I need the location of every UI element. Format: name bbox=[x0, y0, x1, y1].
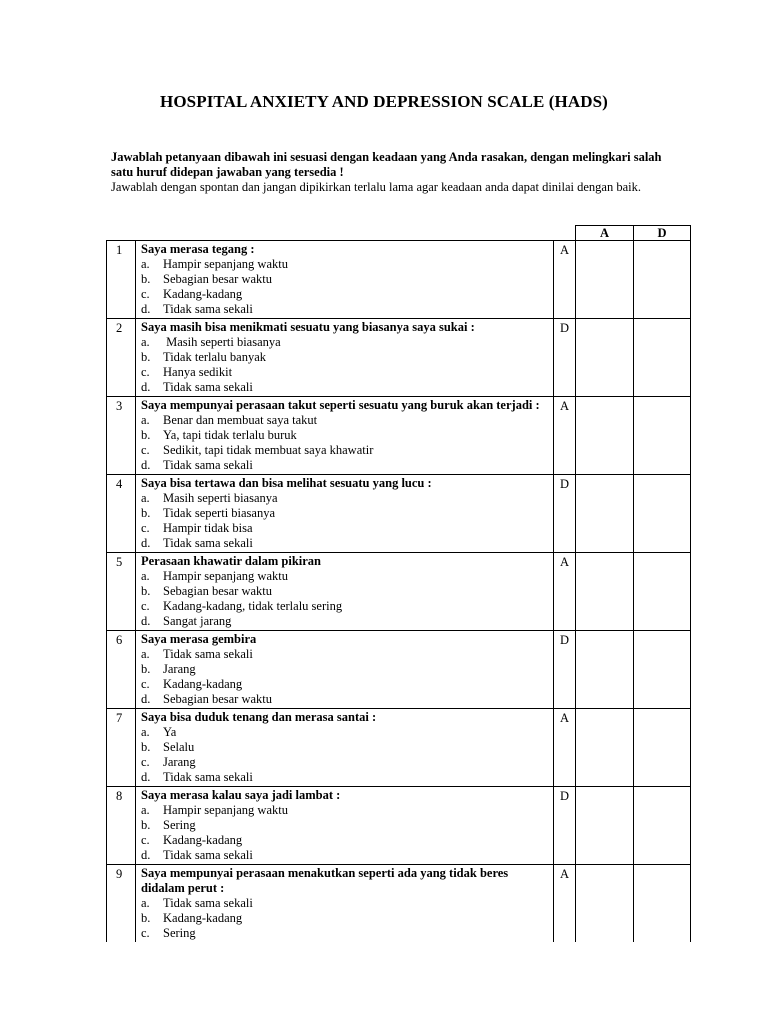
option-letter: d. bbox=[141, 848, 151, 862]
option-letter: d. bbox=[141, 614, 151, 628]
option-letter: b. bbox=[141, 818, 151, 832]
option-letter: a. bbox=[141, 335, 150, 349]
answer-option[interactable] bbox=[141, 491, 553, 506]
option-text: Ya bbox=[163, 725, 177, 739]
answer-option[interactable] bbox=[141, 803, 553, 818]
score-cell-a[interactable] bbox=[576, 631, 634, 709]
answer-option[interactable] bbox=[141, 536, 553, 551]
answer-option[interactable] bbox=[141, 413, 553, 428]
question-cell bbox=[136, 553, 554, 631]
question-row bbox=[107, 865, 691, 943]
instructions bbox=[111, 150, 671, 195]
option-letter: c. bbox=[141, 521, 150, 535]
option-text: Kadang-kadang bbox=[163, 833, 243, 847]
answer-option[interactable] bbox=[141, 443, 553, 458]
question-cell bbox=[136, 865, 554, 943]
score-cell-d[interactable] bbox=[634, 241, 691, 319]
option-letter: c. bbox=[141, 365, 150, 379]
question-number: 8 bbox=[107, 787, 136, 865]
option-letter: b. bbox=[141, 506, 151, 520]
subscale-code: A bbox=[554, 553, 576, 631]
option-letter: a. bbox=[141, 569, 150, 583]
answer-option[interactable] bbox=[141, 365, 553, 380]
option-letter: a. bbox=[141, 725, 150, 739]
answer-option[interactable] bbox=[141, 287, 553, 302]
question-text: Saya mempunyai perasaan menakutkan seperti ada yang tidak beres didalam perut : bbox=[141, 866, 509, 895]
option-text: Sebagian besar waktu bbox=[163, 584, 272, 598]
column-header-d: D bbox=[634, 226, 691, 241]
option-letter: d. bbox=[141, 302, 151, 316]
question-row bbox=[107, 787, 691, 865]
answer-option[interactable] bbox=[141, 614, 553, 629]
option-text: Benar dan membuat saya takut bbox=[163, 413, 318, 427]
option-text: Sering bbox=[163, 818, 196, 832]
option-text: Sering bbox=[163, 926, 196, 940]
option-letter: d. bbox=[141, 770, 151, 784]
question-row bbox=[107, 397, 691, 475]
option-letter: a. bbox=[141, 896, 150, 910]
question-cell bbox=[136, 631, 554, 709]
answer-option[interactable] bbox=[141, 770, 553, 785]
option-text: Jarang bbox=[163, 755, 196, 769]
question-text: Saya mempunyai perasaan takut seperti sesuatu yang buruk akan terjadi : bbox=[141, 398, 540, 412]
answer-option[interactable] bbox=[141, 692, 553, 707]
questionnaire-table bbox=[106, 225, 691, 942]
question-row bbox=[107, 709, 691, 787]
answer-option[interactable] bbox=[141, 926, 553, 941]
question-text: Saya merasa gembira bbox=[141, 632, 257, 646]
question-number: 5 bbox=[107, 553, 136, 631]
answer-option[interactable] bbox=[141, 521, 553, 536]
option-text: Tidak sama sekali bbox=[163, 896, 253, 910]
answer-option[interactable] bbox=[141, 818, 553, 833]
option-letter: c. bbox=[141, 287, 150, 301]
option-letter: b. bbox=[141, 350, 151, 364]
answer-option[interactable] bbox=[141, 335, 553, 350]
option-letter: a. bbox=[141, 647, 150, 661]
option-letter: b. bbox=[141, 584, 151, 598]
option-text: Kadang-kadang bbox=[163, 287, 243, 301]
option-letter: c. bbox=[141, 833, 150, 847]
question-number: 1 bbox=[107, 241, 136, 319]
option-letter: d. bbox=[141, 536, 151, 550]
subscale-code: D bbox=[554, 319, 576, 397]
option-text: Ya, tapi tidak terlalu buruk bbox=[163, 428, 297, 442]
option-text: Tidak sama sekali bbox=[163, 848, 253, 862]
question-row bbox=[107, 475, 691, 553]
option-text: Tidak terlalu banyak bbox=[163, 350, 266, 364]
score-cell-d[interactable] bbox=[634, 319, 691, 397]
question-number: 6 bbox=[107, 631, 136, 709]
question-cell bbox=[136, 475, 554, 553]
option-text: Tidak sama sekali bbox=[163, 302, 253, 316]
score-cell-a[interactable] bbox=[576, 319, 634, 397]
option-letter: a. bbox=[141, 491, 150, 505]
score-cell-d[interactable] bbox=[634, 787, 691, 865]
score-cell-a[interactable] bbox=[576, 709, 634, 787]
subscale-code: A bbox=[554, 865, 576, 943]
question-number: 2 bbox=[107, 319, 136, 397]
option-letter: b. bbox=[141, 911, 151, 925]
option-letter: c. bbox=[141, 926, 150, 940]
score-cell-d[interactable] bbox=[634, 553, 691, 631]
option-text: Kadang-kadang bbox=[163, 677, 243, 691]
option-letter: a. bbox=[141, 257, 150, 271]
option-letter: b. bbox=[141, 740, 151, 754]
answer-option[interactable] bbox=[141, 647, 553, 662]
option-text: Sedikit, tapi tidak membuat saya khawatir bbox=[163, 443, 374, 457]
question-number: 7 bbox=[107, 709, 136, 787]
answer-option[interactable] bbox=[141, 272, 553, 287]
instructions-secondary: Jawablah dengan spontan dan jangan dipikirkan terlalu lama agar keadaan anda dapat dinilai dengan baik. bbox=[111, 180, 642, 194]
subscale-code: A bbox=[554, 241, 576, 319]
option-letter: d. bbox=[141, 380, 151, 394]
question-cell bbox=[136, 319, 554, 397]
answer-option[interactable] bbox=[141, 380, 553, 395]
answer-option[interactable] bbox=[141, 725, 553, 740]
question-row bbox=[107, 631, 691, 709]
option-text: Hampir sepanjang waktu bbox=[163, 569, 288, 583]
page-title: HOSPITAL ANXIETY AND DEPRESSION SCALE (HADS) bbox=[160, 92, 608, 111]
subscale-code: A bbox=[554, 397, 576, 475]
question-cell bbox=[136, 709, 554, 787]
answer-option[interactable] bbox=[141, 584, 553, 599]
score-cell-d[interactable] bbox=[634, 865, 691, 943]
option-text: Masih seperti biasanya bbox=[163, 335, 281, 349]
question-text: Perasaan khawatir dalam pikiran bbox=[141, 554, 321, 568]
answer-option[interactable] bbox=[141, 911, 553, 926]
question-row bbox=[107, 319, 691, 397]
option-letter: c. bbox=[141, 443, 150, 457]
score-cell-a[interactable] bbox=[576, 241, 634, 319]
option-text: Tidak sama sekali bbox=[163, 458, 253, 472]
option-letter: a. bbox=[141, 413, 150, 427]
score-cell-a[interactable] bbox=[576, 553, 634, 631]
subscale-code: D bbox=[554, 475, 576, 553]
answer-option[interactable] bbox=[141, 599, 553, 614]
answer-option[interactable] bbox=[141, 833, 553, 848]
option-text: Selalu bbox=[163, 740, 195, 754]
option-letter: d. bbox=[141, 692, 151, 706]
question-cell bbox=[136, 397, 554, 475]
option-text: Sebagian besar waktu bbox=[163, 692, 272, 706]
subscale-code: A bbox=[554, 709, 576, 787]
option-text: Tidak sama sekali bbox=[163, 647, 253, 661]
question-cell bbox=[136, 787, 554, 865]
question-row bbox=[107, 553, 691, 631]
question-text: Saya bisa duduk tenang dan merasa santai : bbox=[141, 710, 377, 724]
option-text: Tidak seperti biasanya bbox=[163, 506, 276, 520]
answer-option[interactable] bbox=[141, 506, 553, 521]
option-letter: c. bbox=[141, 677, 150, 691]
question-row bbox=[107, 241, 691, 319]
score-cell-a[interactable] bbox=[576, 397, 634, 475]
option-letter: b. bbox=[141, 272, 151, 286]
option-letter: b. bbox=[141, 428, 151, 442]
question-number: 9 bbox=[107, 865, 136, 943]
option-letter: c. bbox=[141, 755, 150, 769]
question-number: 3 bbox=[107, 397, 136, 475]
subscale-code: D bbox=[554, 631, 576, 709]
answer-option[interactable] bbox=[141, 257, 553, 272]
option-text: Kadang-kadang bbox=[163, 911, 243, 925]
question-cell bbox=[136, 241, 554, 319]
option-text: Kadang-kadang, tidak terlalu sering bbox=[163, 599, 343, 613]
question-text: Saya merasa tegang : bbox=[141, 242, 255, 256]
answer-option[interactable] bbox=[141, 677, 553, 692]
option-text: Sebagian besar waktu bbox=[163, 272, 272, 286]
score-cell-d[interactable] bbox=[634, 397, 691, 475]
option-text: Tidak sama sekali bbox=[163, 380, 253, 394]
score-cell-a[interactable] bbox=[576, 475, 634, 553]
answer-option[interactable] bbox=[141, 848, 553, 863]
instructions-primary: Jawablah petanyaan dibawah ini sesuasi dengan keadaan yang Anda rasakan, dengan melingkari salah satu huruf didepan jawaban yang tersedia ! bbox=[111, 150, 662, 179]
question-text: Saya bisa tertawa dan bisa melihat sesuatu yang lucu : bbox=[141, 476, 432, 490]
option-letter: b. bbox=[141, 662, 151, 676]
header-blank bbox=[107, 226, 576, 241]
option-text: Hampir sepanjang waktu bbox=[163, 803, 288, 817]
answer-option[interactable] bbox=[141, 896, 553, 911]
question-text: Saya merasa kalau saya jadi lambat : bbox=[141, 788, 341, 802]
table-header-row bbox=[107, 226, 691, 241]
score-cell-d[interactable] bbox=[634, 709, 691, 787]
answer-option[interactable] bbox=[141, 740, 553, 755]
score-cell-d[interactable] bbox=[634, 475, 691, 553]
answer-option[interactable] bbox=[141, 458, 553, 473]
answer-option[interactable] bbox=[141, 755, 553, 770]
question-text: Saya masih bisa menikmati sesuatu yang biasanya saya sukai : bbox=[141, 320, 475, 334]
option-text: Hanya sedikit bbox=[163, 365, 233, 379]
answer-option[interactable] bbox=[141, 302, 553, 317]
option-text: Tidak sama sekali bbox=[163, 770, 253, 784]
answer-option[interactable] bbox=[141, 350, 553, 365]
question-number: 4 bbox=[107, 475, 136, 553]
option-letter: c. bbox=[141, 599, 150, 613]
score-cell-a[interactable] bbox=[576, 865, 634, 943]
option-text: Hampir tidak bisa bbox=[163, 521, 253, 535]
score-cell-d[interactable] bbox=[634, 631, 691, 709]
option-letter: a. bbox=[141, 803, 150, 817]
option-text: Sangat jarang bbox=[163, 614, 232, 628]
option-text: Masih seperti biasanya bbox=[163, 491, 278, 505]
answer-option[interactable] bbox=[141, 428, 553, 443]
score-cell-a[interactable] bbox=[576, 787, 634, 865]
option-letter: d. bbox=[141, 458, 151, 472]
answer-option[interactable] bbox=[141, 569, 553, 584]
option-text: Hampir sepanjang waktu bbox=[163, 257, 288, 271]
option-text: Jarang bbox=[163, 662, 196, 676]
answer-option[interactable] bbox=[141, 662, 553, 677]
subscale-code: D bbox=[554, 787, 576, 865]
option-text: Tidak sama sekali bbox=[163, 536, 253, 550]
column-header-a: A bbox=[576, 226, 634, 241]
